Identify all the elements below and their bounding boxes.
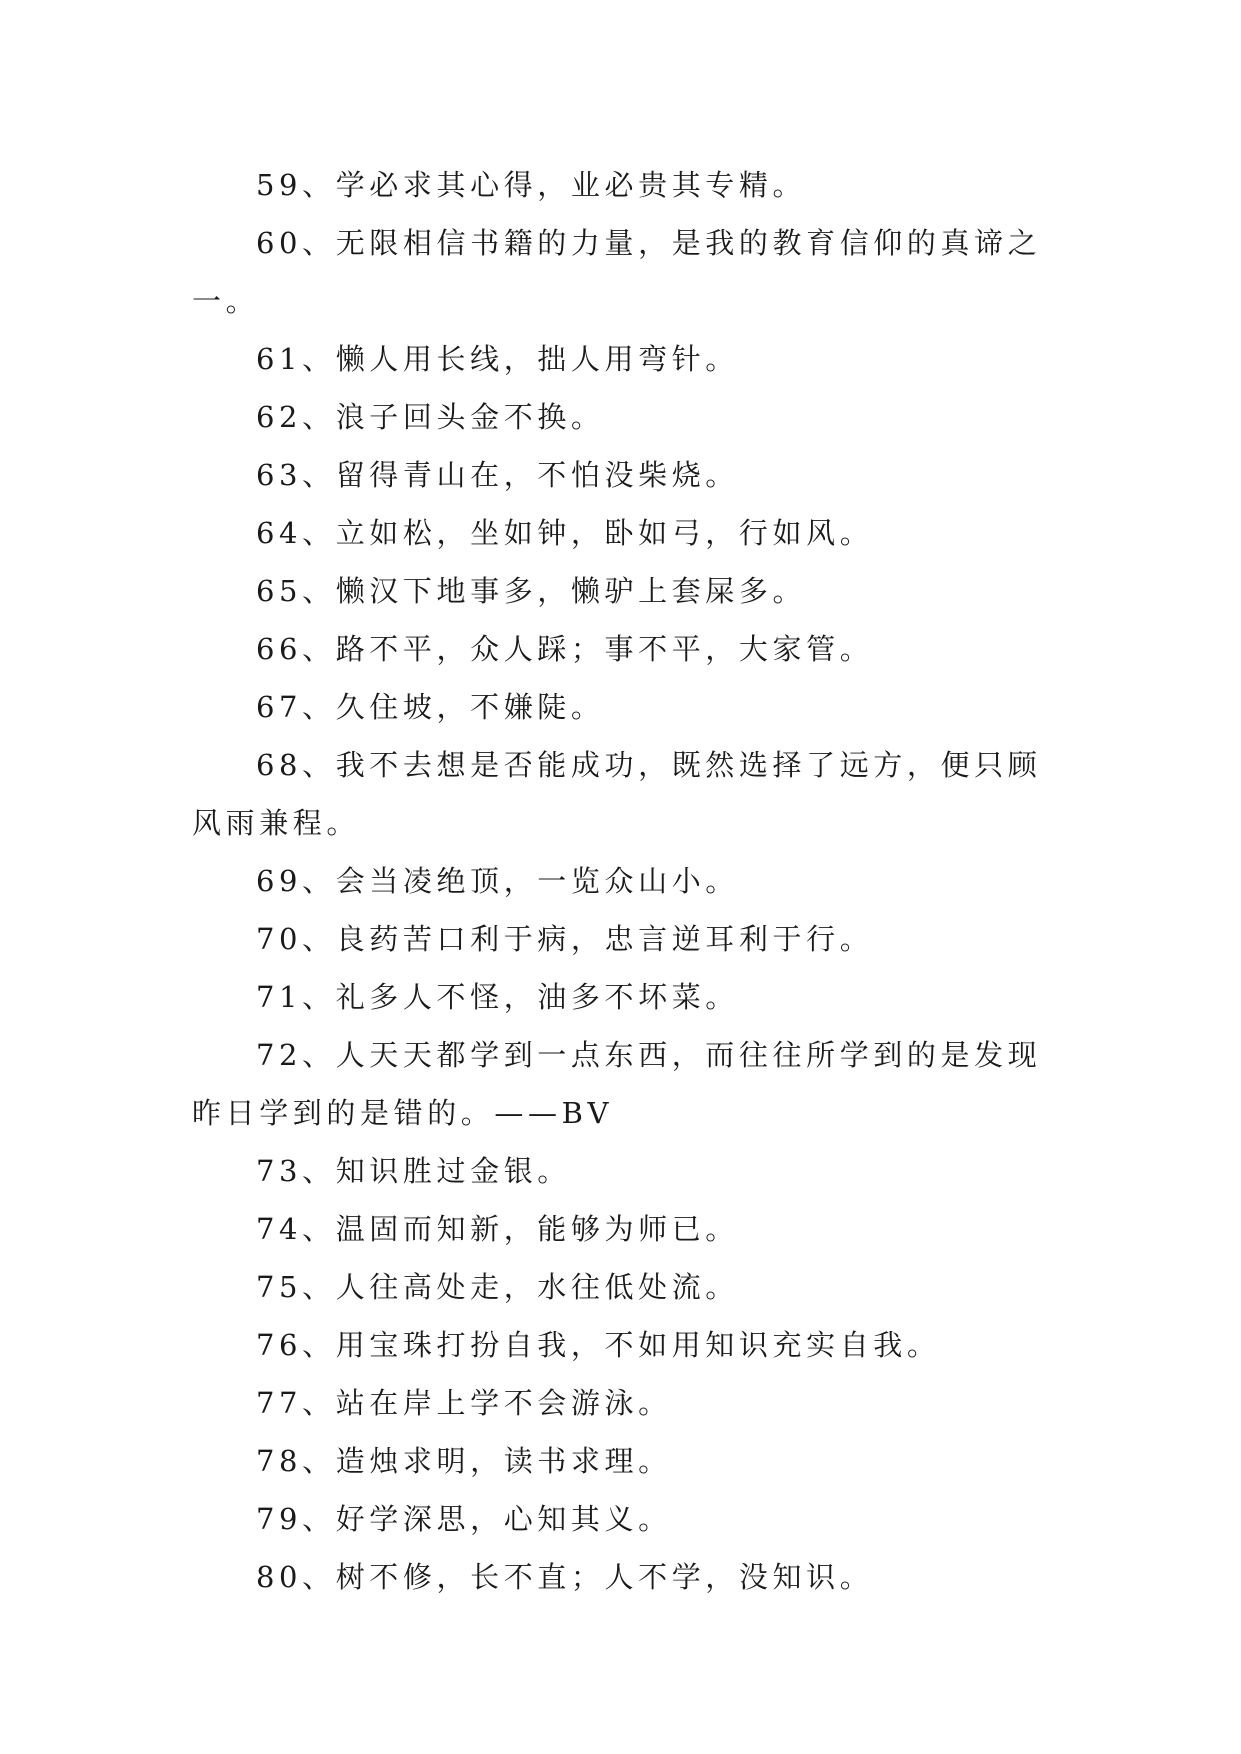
paragraph-60: 60、无限相信书籍的力量，是我的教育信仰的真谛之一。 bbox=[192, 226, 1042, 318]
paragraph-73: 73、知识胜过金银。 bbox=[256, 1154, 571, 1188]
paragraph-65: 65、懒汉下地事多，懒驴上套屎多。 bbox=[256, 574, 807, 608]
paragraph-71: 71、礼多人不怪，油多不坏菜。 bbox=[256, 980, 739, 1014]
paragraph-77: 77、站在岸上学不会游泳。 bbox=[256, 1386, 672, 1420]
paragraph-76: 76、用宝珠打扮自我，不如用知识充实自我。 bbox=[256, 1328, 941, 1362]
paragraph-66: 66、路不平，众人踩；事不平，大家管。 bbox=[256, 632, 874, 666]
paragraph-62: 62、浪子回头金不换。 bbox=[256, 400, 605, 434]
paragraph-59: 59、学必求其心得，业必贵其专精。 bbox=[256, 168, 807, 202]
paragraph-63: 63、留得青山在，不怕没柴烧。 bbox=[256, 458, 739, 492]
paragraph-69: 69、会当凌绝顶，一览众山小。 bbox=[256, 864, 739, 898]
paragraph-70: 70、良药苦口利于病，忠言逆耳利于行。 bbox=[256, 922, 874, 956]
paragraph-74: 74、温固而知新，能够为师已。 bbox=[256, 1212, 739, 1246]
document-body bbox=[192, 156, 1052, 1606]
paragraph-80: 80、树不修，长不直；人不学，没知识。 bbox=[256, 1560, 874, 1594]
paragraph-79: 79、好学深思，心知其义。 bbox=[256, 1502, 672, 1536]
paragraph-75: 75、人往高处走，水往低处流。 bbox=[256, 1270, 739, 1304]
paragraph-72: 72、人天天都学到一点东西，而往往所学到的是发现昨日学到的是错的。——BV bbox=[192, 1038, 1042, 1130]
paragraph-68: 68、我不去想是否能成功，既然选择了远方，便只顾风雨兼程。 bbox=[192, 748, 1042, 840]
paragraph-78: 78、造烛求明，读书求理。 bbox=[256, 1444, 672, 1478]
paragraph-64: 64、立如松，坐如钟，卧如弓，行如风。 bbox=[256, 516, 874, 550]
paragraph-61: 61、懒人用长线，拙人用弯针。 bbox=[256, 342, 739, 376]
paragraph-67: 67、久住坡，不嫌陡。 bbox=[256, 690, 605, 724]
